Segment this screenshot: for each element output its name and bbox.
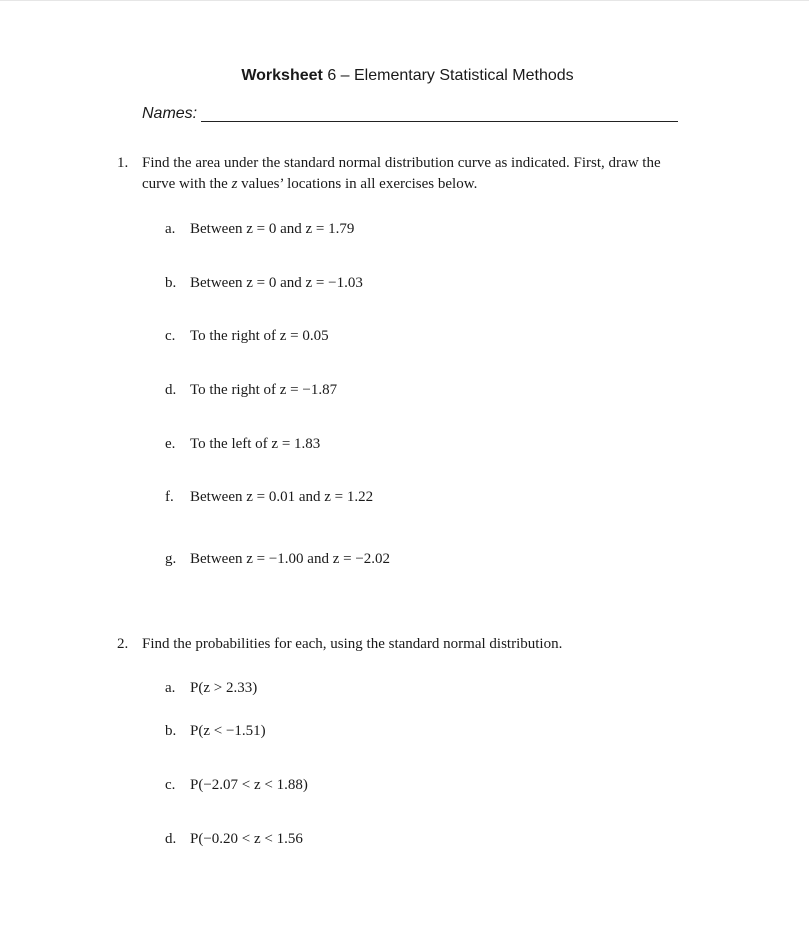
item-text: Between z = 0 and z = −1.03: [190, 275, 363, 291]
question-2: [117, 634, 717, 655]
q2-item-d: [165, 829, 303, 849]
title-bold: Worksheet: [241, 67, 323, 84]
q1-item-c: [165, 326, 329, 346]
names-label: Names:: [142, 105, 198, 122]
item-label: c.: [165, 328, 176, 344]
title-rest: 6 – Elementary Statistical Methods: [327, 67, 574, 84]
names-blank-line: [201, 121, 678, 122]
q1-item-d: [165, 380, 337, 400]
page-top-border: [0, 0, 809, 1]
q1-item-b: [165, 273, 363, 293]
page-title: [0, 66, 809, 86]
item-text: P(z < −1.51): [190, 723, 266, 739]
q2-item-a: [165, 678, 257, 698]
item-text: To the right of z = −1.87: [190, 382, 338, 398]
item-text: To the right of z = 0.05: [190, 328, 329, 344]
question-1-line-1: Find the area under the standard normal distribution curve as indicated. First, draw the: [142, 155, 661, 171]
item-text: P(z > 2.33): [190, 680, 258, 696]
item-text: To the left of z = 1.83: [190, 436, 321, 452]
item-label: d.: [165, 382, 177, 398]
item-label: f.: [165, 489, 174, 505]
question-1-line-2: [142, 174, 477, 195]
q1-item-g: [165, 549, 390, 569]
q2-item-b: [165, 721, 266, 741]
item-text: Between z = 0 and z = 1.79: [190, 221, 355, 237]
item-label: b.: [165, 275, 177, 291]
q1-item-f: [165, 487, 373, 507]
item-text: Between z = −1.00 and z = −2.02: [190, 551, 391, 567]
question-2-number: 2.: [117, 636, 129, 652]
item-label: c.: [165, 777, 176, 793]
item-label: a.: [165, 680, 176, 696]
item-label: a.: [165, 221, 176, 237]
q1-item-e: [165, 434, 320, 454]
question-1: [117, 153, 717, 195]
question-1-number: 1.: [117, 155, 129, 171]
item-label: b.: [165, 723, 177, 739]
question-1-line-2-pre: curve with the: [142, 176, 228, 192]
q2-item-c: [165, 775, 308, 795]
item-label: d.: [165, 831, 177, 847]
q1-item-a: [165, 219, 354, 239]
question-2-line-1: Find the probabilities for each, using the standard normal distribution.: [142, 636, 563, 652]
item-text: P(−2.07 < z < 1.88): [190, 777, 308, 793]
question-1-line-2-var: z: [231, 176, 238, 192]
item-text: P(−0.20 < z < 1.56: [190, 831, 303, 847]
item-label: g.: [165, 551, 177, 567]
question-1-line-2-post: values’ locations in all exercises below.: [241, 176, 478, 192]
item-label: e.: [165, 436, 176, 452]
item-text: Between z = 0.01 and z = 1.22: [190, 489, 374, 505]
